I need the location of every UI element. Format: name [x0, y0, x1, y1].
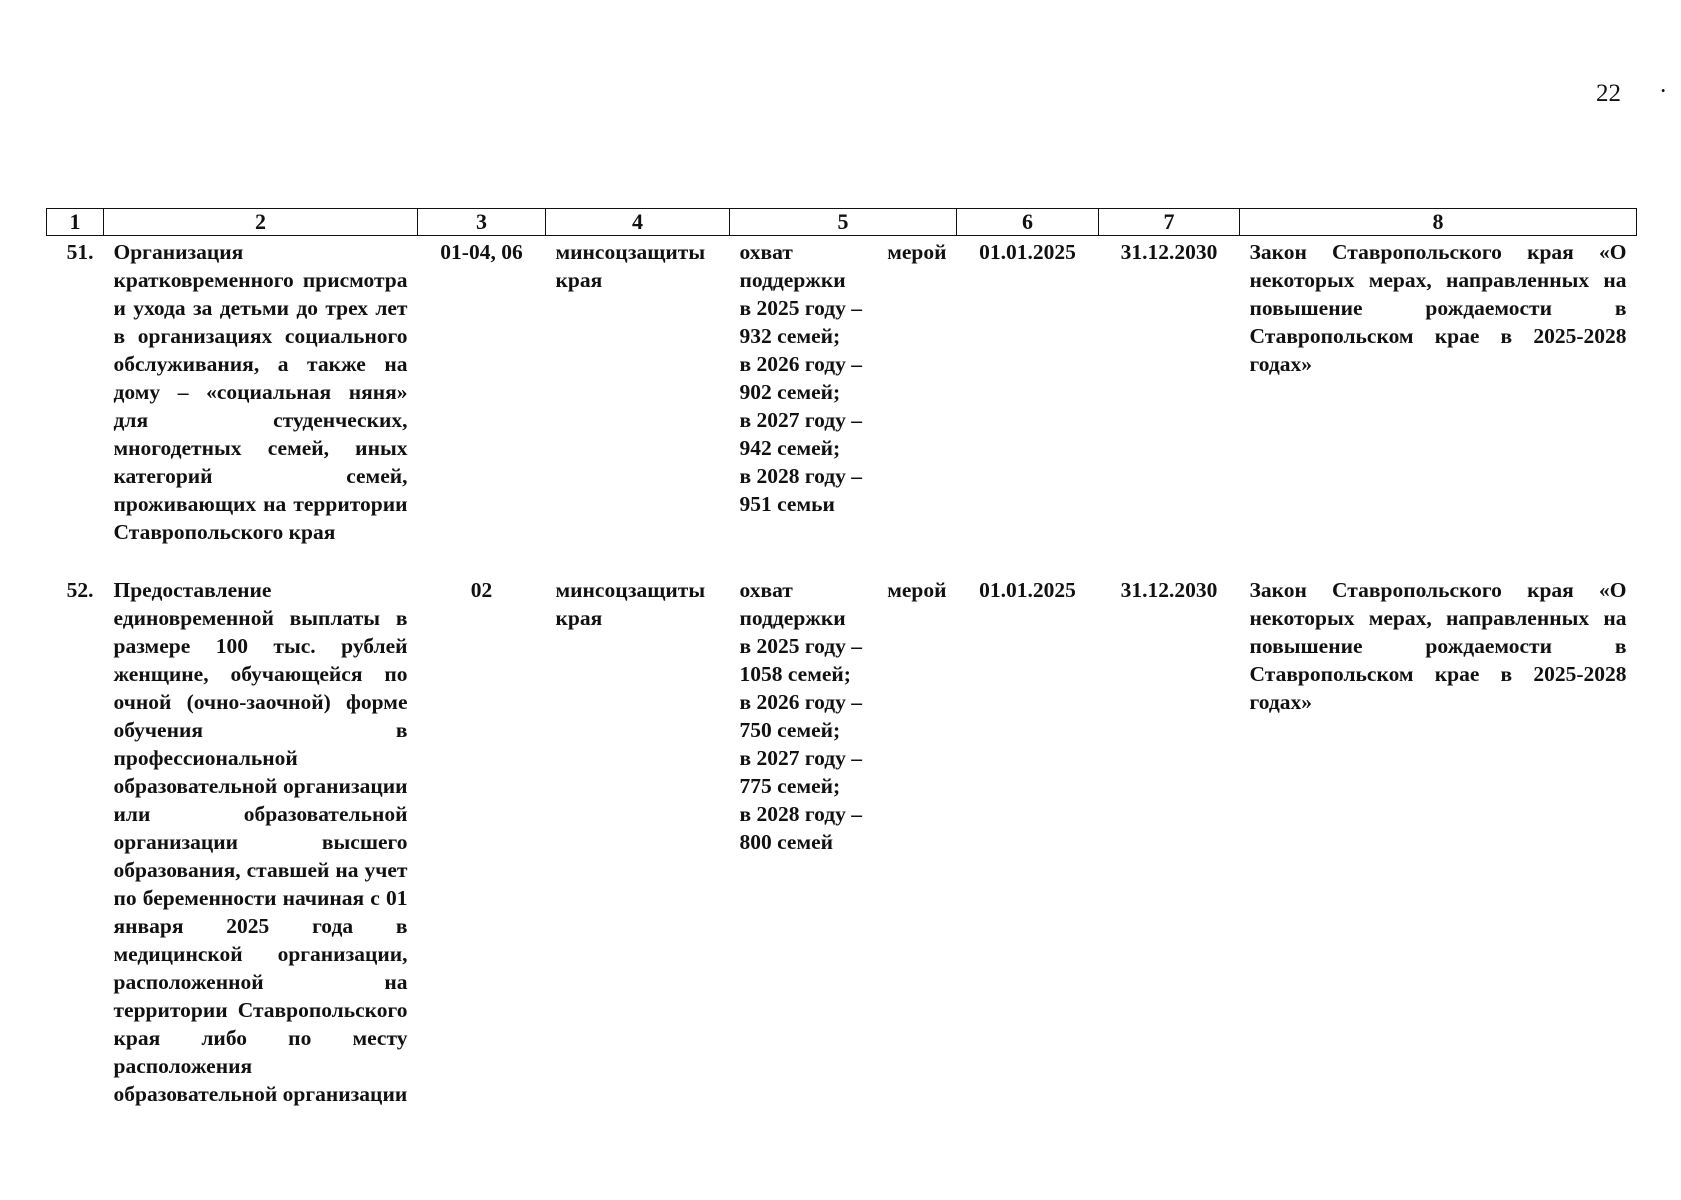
indicator-lead: охват мерой поддержки: [739, 578, 947, 630]
stray-mark: ·: [1659, 78, 1668, 105]
executor-cell: минсоцзащиты края: [555, 240, 706, 292]
indicator-line: 902 семей;: [739, 380, 841, 404]
indicator-line: в 2028 году –: [739, 802, 862, 826]
column-header-6: 6: [957, 209, 1099, 236]
indicator-line: 942 семей;: [739, 436, 841, 460]
executor-cell: минсоцзащиты края: [555, 578, 706, 630]
legal-basis: Закон Ставропольского края «О некоторых мерах, направленных на повышение рождаемости в Ставропольском крае в 2025-2028 годах»: [1249, 578, 1627, 714]
indicator-line: в 2026 году –: [739, 352, 862, 376]
indicator-line: 750 семей;: [739, 718, 841, 742]
end-date: 31.12.2030: [1120, 240, 1218, 264]
table-row: [47, 236, 1637, 575]
column-header-1: 1: [47, 209, 104, 236]
table-row: [47, 574, 1637, 1108]
end-date: 31.12.2030: [1120, 578, 1218, 602]
indicator-line: в 2028 году –: [739, 464, 862, 488]
start-date: 01.01.2025: [979, 578, 1076, 602]
column-header-3: 3: [418, 209, 546, 236]
indicator-line: в 2025 году –: [739, 634, 862, 658]
indicator-cell: [730, 574, 957, 1108]
column-header-2: 2: [104, 209, 418, 236]
measure-name: Предоставление единовременной выплаты в размере 100 тыс. рублей женщине, обучающейся по очной (очно-заочной) форме обучения в профессиональной образовательной организации или образовательной организации высшего образования, ставшей на учет по беременности начиная с 01 января 2025 года в медицинской организации, расположенной на территории Ставропольского края либо по месту расположения образовательной организации: [113, 578, 408, 1106]
row-number: 52.: [66, 578, 94, 602]
measures-table-container: [46, 208, 1636, 1108]
indicator-line: в 2027 году –: [739, 408, 862, 432]
table-header: [47, 209, 1637, 236]
indicator-line: 1058 семей;: [739, 662, 851, 686]
indicator-line: 932 семей;: [739, 324, 841, 348]
legal-basis: Закон Ставропольского края «О некоторых мерах, направленных на повышение рождаемости в Ставропольском крае в 2025-2028 годах»: [1249, 240, 1627, 376]
measures-table: [46, 208, 1637, 1108]
column-header-7: 7: [1099, 209, 1240, 236]
indicator-cell: [730, 236, 957, 575]
indicator-line: в 2027 году –: [739, 746, 862, 770]
code-cell: 02: [470, 578, 493, 602]
indicator-line: в 2025 году –: [739, 296, 862, 320]
column-header-5: 5: [730, 209, 957, 236]
indicator-lead: охват мерой поддержки: [739, 240, 947, 292]
indicator-line: 775 семей;: [739, 774, 841, 798]
column-header-8: 8: [1240, 209, 1637, 236]
indicator-line: 951 семьи: [739, 492, 835, 516]
measure-name: Организация кратковременного присмотра и ухода за детьми до трех лет в организациях социального обслуживания, а также на дому – «социальная няня» для студенческих, многодетных семей, иных категорий семей, проживающих на территории Ставропольского края: [113, 240, 408, 544]
indicator-line: в 2026 году –: [739, 690, 862, 714]
row-number: 51.: [66, 240, 94, 264]
code-cell: 01-04, 06: [440, 240, 523, 264]
page-number: 22: [1596, 80, 1621, 107]
start-date: 01.01.2025: [979, 240, 1076, 264]
indicator-line: 800 семей: [739, 830, 834, 854]
column-header-4: 4: [546, 209, 730, 236]
